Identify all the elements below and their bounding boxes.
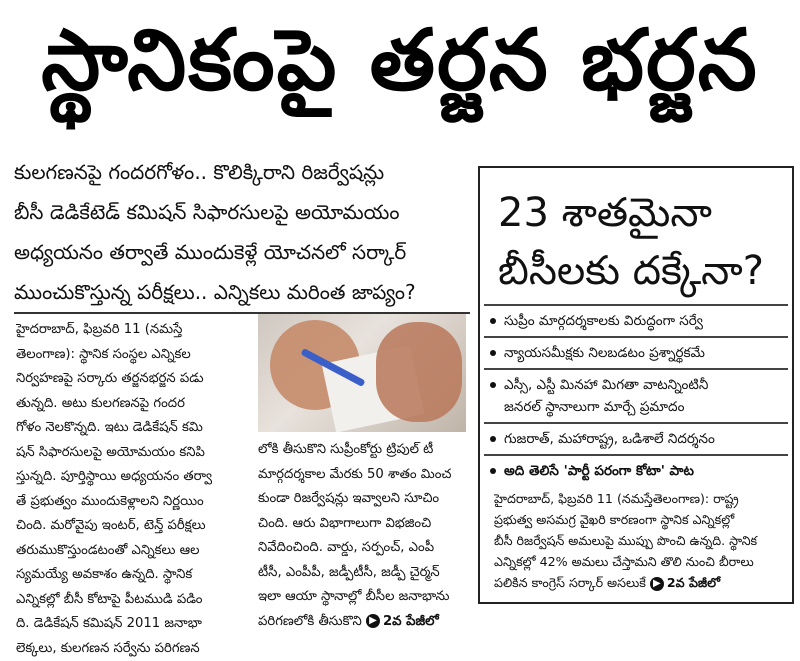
bullet-text: జనరల్ స్థానాలుగా మార్చే ప్రమాదం: [504, 396, 708, 418]
bullet-icon: [490, 350, 496, 356]
arrow-right-icon: ▶: [366, 614, 380, 628]
body-line: నిర్వహణపై సర్కారు తర్జనభర్జన పడు: [16, 367, 248, 392]
body-line-with-link: [494, 572, 786, 593]
body-line: లోకి తీసుకొని సుప్రీంకోర్టు ట్రిపుల్ టీ: [258, 438, 470, 463]
body-line: చింది. ఆరు విభాగాలుగా విభజించి: [258, 512, 470, 537]
body-line: గోళం నెలకొన్నది. ఇటు డెడికేషన్ కమి: [16, 416, 248, 441]
bullet-text: సుప్రీం మార్గదర్శకాలకు విరుద్ధంగా సర్వే: [504, 310, 703, 332]
body-line: హైదరాబాద్, ఫిబ్రవరి 11 (నమస్తేతెలంగాణ): రాష్ట్ర: [494, 488, 786, 509]
body-line: పలికిన కాంగ్రెస్ సర్కార్ అసలుకే: [494, 575, 646, 590]
body-line: నివేదించింది. వార్డు, సర్పంచ్, ఎంపీ: [258, 536, 470, 561]
deck: [14, 152, 470, 312]
bullet-item: [484, 304, 788, 336]
sidebar-box: [478, 166, 794, 604]
continued-link[interactable]: [366, 614, 439, 629]
deck-line: ముంచుకొస్తున్న పరీక్షలు.. ఎన్నికలు మరింత జాప్యం?: [14, 272, 470, 312]
box-title-line: 23 శాతమైనా: [498, 184, 778, 242]
continued-link-label: 2వ పేజీలో: [383, 614, 439, 629]
continued-link-label: 2వ పేజీలో: [667, 575, 720, 590]
deck-line: బీసీ డెడికేటెడ్ కమిషన్ సిఫారసులపై అయోమయం: [14, 192, 470, 232]
body-line: మార్గదర్శకాల మేరకు 50 శాతం మించ: [258, 463, 470, 488]
bullet-icon: [490, 468, 496, 474]
bullet-icon: [490, 436, 496, 442]
body-line: తున్నది. అటు కులగణనపై గందర: [16, 392, 248, 417]
body-line-with-link: [258, 610, 470, 635]
bullet-icon: [490, 382, 496, 388]
deck-line: కులగణనపై గందరగోళం.. కొలిక్కిరాని రిజర్వేషన్లు: [14, 152, 470, 192]
body-line: హైదరాబాద్, ఫిబ్రవరి 11 (నమస్తే: [16, 318, 248, 343]
article-column-1: [16, 318, 248, 661]
body-line: షన్ సిఫారసులపై అయోమయం కనిపి: [16, 441, 248, 466]
body-line: స్యమయ్యే అవకాశం ఉన్నది. స్థానిక: [16, 563, 248, 588]
bullet-icon: [490, 318, 496, 324]
body-line: లెక్కలు, కులగణన సర్వేను పరిగణన: [16, 637, 248, 661]
body-line: బీసీ రిజర్వేషన్ అమలుపై ముప్పు పొంచి ఉన్నది. స్థానిక: [494, 530, 786, 551]
body-line: పరిగణలోకి తీసుకొని: [258, 614, 362, 629]
voter-ink-photo: [258, 314, 466, 432]
body-line: ఎన్నికల్లో 42% అమలు చేస్తామని తొలి నుంచి బీరాలు: [494, 551, 786, 572]
body-line: తెలంగాణ): స్థానిక సంస్థల ఎన్నికల: [16, 343, 248, 368]
continued-link[interactable]: [650, 575, 720, 590]
hand-shape: [376, 322, 462, 422]
body-line: చింది. మరోవైపు ఇంటర్, టెన్త్ పరీక్షలు: [16, 514, 248, 539]
bullet-text: న్యాయసమీక్షకు నిలబడటం ప్రశ్నార్థకమే: [504, 342, 705, 364]
bullet-text: ఎస్సీ, ఎస్టీ మినహా మిగతా వాటన్నింటినీ: [504, 374, 708, 396]
article-column-2: [258, 438, 470, 634]
bullet-item: [484, 422, 788, 454]
box-title-line: బీసీలకు దక్కేనా?: [498, 242, 778, 300]
body-line: కుండా రిజర్వేషన్లు ఇవ్వాలని సూచిం: [258, 487, 470, 512]
arrow-right-icon: ▶: [650, 577, 664, 591]
bullet-item: [484, 368, 788, 422]
body-line: తే ప్రభుత్వం ముందుకెళ్లాలని నిర్ణయిం: [16, 490, 248, 515]
body-line: ఇలా ఆయా స్థానాల్లో బీసీల జనాభాను: [258, 585, 470, 610]
bullet-text: గుజరాత్, మహారాష్ట్ర, ఒడిశాలే నిదర్శనం: [504, 428, 715, 450]
box-title: [498, 184, 778, 300]
body-line: ప్రభుత్వ అసమగ్ర వైఖరి కారణంగా స్థానిక ఎన్నికల్లో: [494, 509, 786, 530]
deck-line: అధ్యయనం తర్వాతే ముందుకెళ్లే యోచనలో సర్కార్: [14, 232, 470, 272]
body-line: టీసీ, ఎంపీపీ, జడ్పీటీసీ, జడ్పీ చైర్మన్: [258, 561, 470, 586]
headline: స్థానికంపై తర్జన భర్జన: [0, 0, 800, 140]
box-body: [494, 488, 786, 593]
body-line: స్తున్నది. పూర్తిస్థాయి అధ్యయనం తర్వా: [16, 465, 248, 490]
bullet-item: [484, 336, 788, 368]
bullet-text: అది తెలిసే 'పార్టీ పరంగా కోటా' పాట: [504, 460, 694, 482]
body-line: ఎన్నికల్లో బీసీ కోటాపై పీటముడి పడిం: [16, 588, 248, 613]
bullet-item: [484, 454, 788, 486]
body-line: తరుముకొస్తుండటంతో ఎన్నికలు ఆల: [16, 539, 248, 564]
body-line: ది. డెడికేషన్ కమిషన్ 2011 జనాభా: [16, 612, 248, 637]
bullet-list: [484, 304, 788, 486]
